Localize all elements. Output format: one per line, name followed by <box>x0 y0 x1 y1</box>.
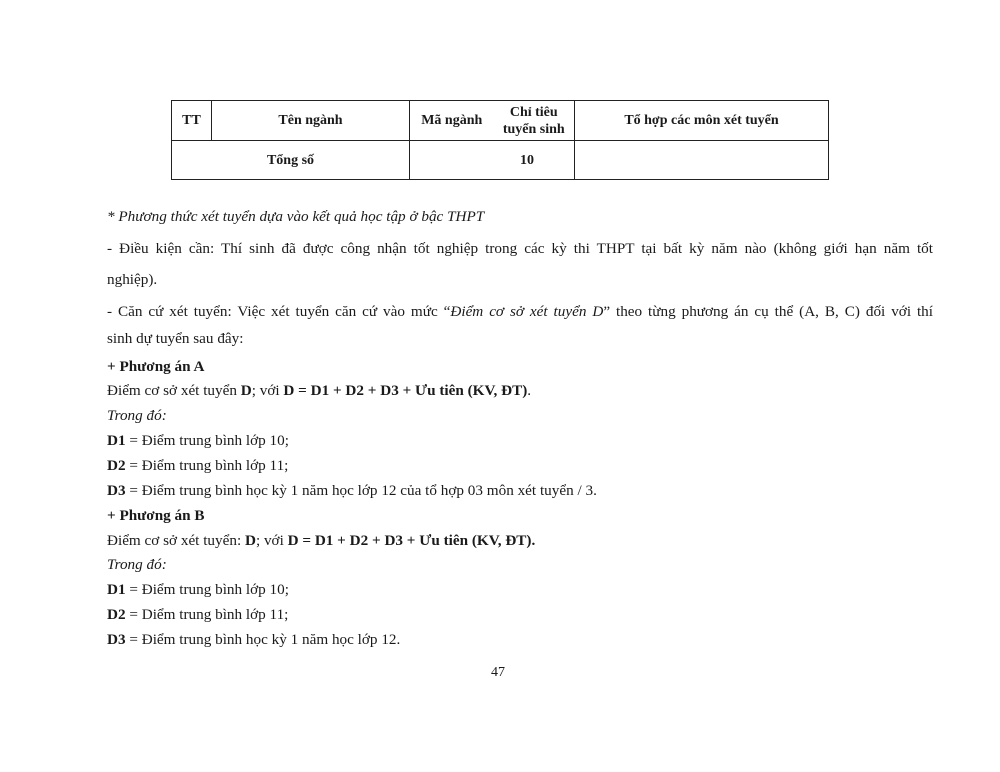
plan-a-item-d3 <box>107 481 597 501</box>
plan-a-d2-key: D2 <box>107 457 126 474</box>
condition-line2: nghiệp). <box>107 271 158 288</box>
plan-b-formula <box>107 531 535 551</box>
plan-b-item-d3 <box>107 630 400 650</box>
table-total-row <box>172 141 829 180</box>
method-heading: * Phương thức xét tuyển dựa vào kết quả học tập ở bậc THPT <box>107 208 485 225</box>
plan-a-formula <box>107 381 531 401</box>
plan-b-d2-text: = Diểm trung bình lớp 11; <box>125 606 289 623</box>
header-tt: TT <box>172 101 212 141</box>
plan-a-formula-mid: ; với <box>251 382 284 399</box>
plan-a-d1-key: D1 <box>107 432 126 449</box>
plan-a-d1-text: = Điểm trung bình lớp 10; <box>125 432 289 449</box>
plan-a-d3-key: D3 <box>107 482 126 499</box>
plan-b-where: Trong đó: <box>107 556 167 573</box>
plan-a-formula-bold: D = D1 + D2 + D3 + Ưu tiên (KV, ĐT) <box>283 382 528 399</box>
header-to-hop: Tổ hợp các môn xét tuyển <box>575 101 829 141</box>
total-to-hop <box>575 141 829 180</box>
header-chi-tieu-line1: Chỉ tiêu <box>509 104 558 120</box>
plan-b-d3-key: D3 <box>107 631 126 648</box>
header-chi-tieu-line2: tuyển sinh <box>502 121 565 137</box>
plan-a-item-d1 <box>107 431 289 451</box>
total-label: Tổng số <box>172 141 410 180</box>
total-chi-tieu: 10 <box>410 141 575 180</box>
plan-a-formula-pre: Điểm cơ sở xét tuyển <box>107 382 241 399</box>
plan-b-formula-bold: D = D1 + D2 + D3 + Ưu tiên (KV, ĐT). <box>287 532 536 549</box>
admission-quota-table <box>171 100 829 180</box>
condition-line1: - Điều kiện cần: Thí sinh đã được công nhận tốt nghiệp trong các kỳ thi THPT tại bất kỳ năm nào (không giới hạn năm tốt <box>107 240 933 257</box>
plan-b-d3-text: = Điểm trung bình học kỳ 1 năm học lớp 12. <box>125 631 401 648</box>
plan-a-title: + Phương án A <box>107 358 205 375</box>
basis-pre: - Căn cứ xét tuyển: Việc xét tuyển căn cứ vào mức “ <box>107 303 451 320</box>
plan-a-formula-end: . <box>527 382 532 399</box>
basis-line1 <box>107 302 933 322</box>
header-ma-nganh: Mã ngành <box>410 101 494 141</box>
table-header-row <box>172 101 829 141</box>
page-number: 47 <box>491 665 505 680</box>
plan-b-formula-d: D <box>244 532 256 549</box>
basis-line2: sinh dự tuyển sau đây: <box>107 330 244 347</box>
plan-b-item-d1 <box>107 580 289 600</box>
plan-b-title: + Phương án B <box>107 507 205 524</box>
header-ten-nganh: Tên ngành <box>212 101 410 141</box>
basis-italic: Điểm cơ sở xét tuyển D <box>450 303 604 320</box>
plan-a-formula-d: D <box>240 382 252 399</box>
plan-b-d1-text: = Điểm trung bình lớp 10; <box>125 581 289 598</box>
plan-b-item-d2 <box>107 605 288 625</box>
plan-a-where: Trong đó: <box>107 407 167 424</box>
plan-a-item-d2 <box>107 456 288 476</box>
plan-b-d2-key: D2 <box>107 606 126 623</box>
plan-b-d1-key: D1 <box>107 581 126 598</box>
basis-post: ” theo từng phương án cụ thể (A, B, C) đối với thí <box>603 303 933 320</box>
plan-b-formula-mid: ; với <box>255 532 288 549</box>
header-chi-tieu <box>494 101 575 141</box>
plan-a-d3-text: = Điểm trung bình học kỳ 1 năm học lớp 12 của tổ hợp 03 môn xét tuyển / 3. <box>125 482 597 499</box>
plan-b-formula-pre: Điểm cơ sở xét tuyển: <box>107 532 245 549</box>
plan-a-d2-text: = Điểm trung bình lớp 11; <box>125 457 289 474</box>
